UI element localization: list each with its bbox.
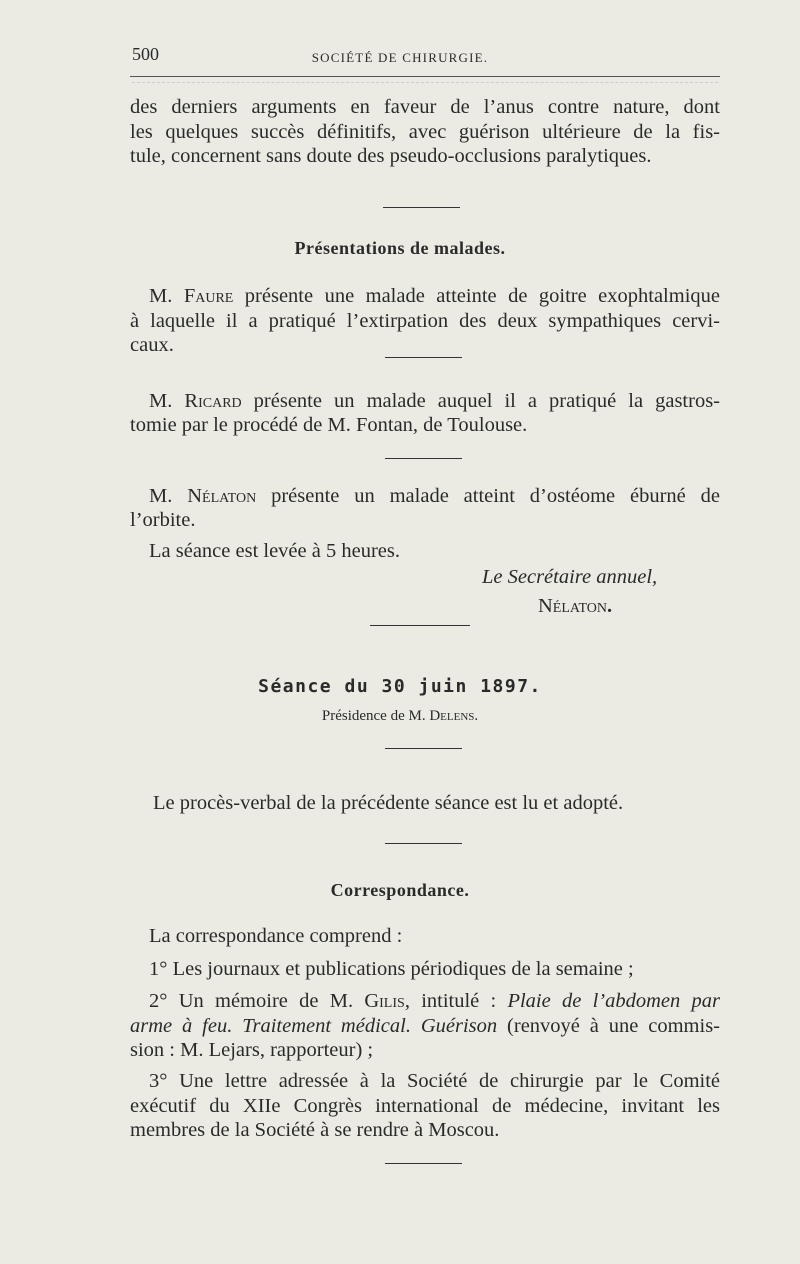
surname-faure: Faure [183, 285, 234, 307]
separator-rule [385, 357, 462, 358]
separator-rule [385, 843, 462, 844]
header-rule-faint [132, 82, 718, 83]
intro-line-3: tule, concernent sans doute des pseudo-occlusions paralytiques. [130, 145, 652, 167]
signature-title: Le Secrétaire annuel, [482, 566, 658, 588]
nelaton-line-1: M. Nélaton présente un malade atteint d’ostéome éburné de [149, 485, 720, 507]
ricard-line-1: M. Ricard présente un malade auquel il a pratiqué la gastros- [149, 390, 721, 412]
correspondance-item-2-line-3: sion : M. Lejars, rapporteur) ; [130, 1039, 374, 1061]
intro-line-1: des derniers arguments en faveur de l’anus contre nature, dont [130, 96, 720, 118]
seance-title: Séance du 30 juin 1897. [258, 676, 542, 697]
faure-line-2: à laquelle il a pratiqué l’extirpation des deux sympathiques cervi- [130, 310, 720, 332]
correspondance-item-1: 1° Les journaux et publications périodiques de la semaine ; [149, 958, 634, 980]
presidence-line: Présidence de M. Delens. [321, 708, 479, 724]
intro-line-2: les quelques succès définitifs, avec guérison ultérieure de la fis- [130, 121, 720, 143]
faure-line-1: M. Faure présente une malade atteinte de goitre exophtalmique [149, 285, 720, 307]
separator-rule [385, 458, 462, 459]
nelaton-line-2: l’orbite. [130, 509, 196, 531]
separator-rule [370, 625, 470, 626]
page-number: 500 [132, 44, 159, 64]
correspondance-item-3-line-1: 3° Une lettre adressée à la Société de chirurgie par le Comité [149, 1070, 720, 1092]
closing-line: La séance est levée à 5 heures. [149, 540, 400, 562]
separator-rule [385, 1163, 462, 1164]
correspondance-item-3-line-2: exécutif du XIIe Congrès international de médecine, invitant les [130, 1095, 720, 1117]
ricard-line-2: tomie par le procédé de M. Fontan, de Toulouse. [130, 414, 528, 436]
section-heading-correspondance: Correspondance. [330, 880, 470, 900]
separator-rule [383, 207, 460, 208]
correspondance-intro: La correspondance comprend : [149, 925, 403, 947]
header-rule [130, 76, 720, 77]
faure-line-3: caux. [130, 334, 174, 356]
surname-gilis: Gilis [364, 990, 405, 1012]
section-heading-presentations: Présentations de malades. [294, 238, 506, 258]
separator-rule [385, 748, 462, 749]
correspondance-item-3-line-3: membres de la Société à se rendre à Moscou. [130, 1119, 500, 1141]
correspondance-item-2-line-1: 2° Un mémoire de M. Gilis, intitulé : Plaie de l’abdomen par [149, 990, 720, 1012]
signature-name: Nélaton. [538, 595, 613, 617]
correspondance-item-2-line-2: arme à feu. Traitement médical. Guérison (renvoyé à une commis- [130, 1015, 720, 1037]
running-title: SOCIÉTÉ DE CHIRURGIE. [311, 50, 489, 65]
surname-nelaton: Nélaton [187, 485, 257, 507]
surname-ricard: Ricard [184, 390, 242, 412]
minutes-line: Le procès-verbal de la précédente séance est lu et adopté. [153, 792, 624, 814]
president-name: Delens [429, 708, 475, 724]
